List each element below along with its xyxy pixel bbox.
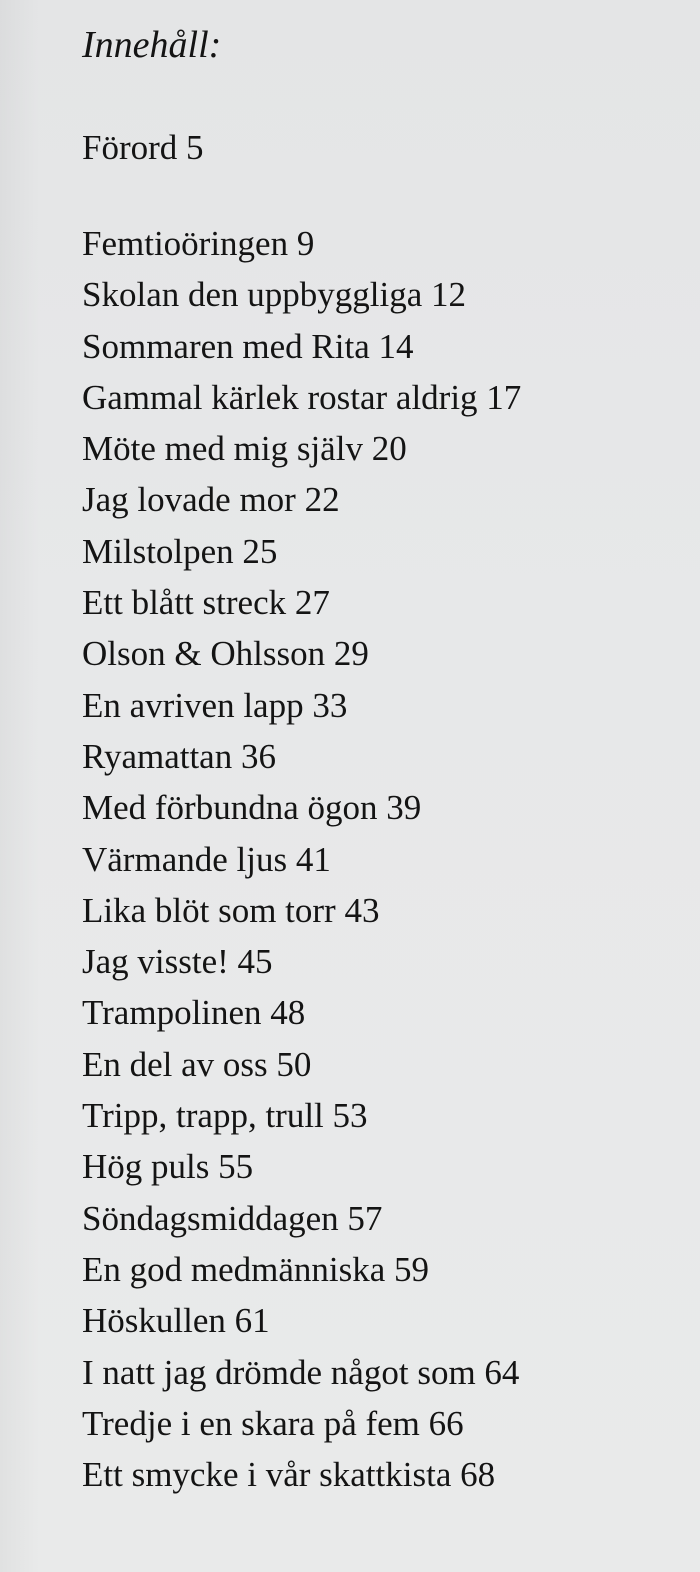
- table-of-contents: [82, 226, 521, 1508]
- toc-entry: En del av oss 50: [82, 1044, 312, 1084]
- toc-entry: I natt jag drömde något som 64: [82, 1352, 520, 1392]
- toc-entry: Ett blått streck 27: [82, 583, 330, 623]
- toc-entry: Jag lovade mor 22: [82, 480, 340, 520]
- toc-entry: Höskullen 61: [82, 1301, 270, 1341]
- toc-entry: Olson & Ohlsson 29: [82, 634, 369, 674]
- toc-entry: Milstolpen 25: [82, 531, 278, 571]
- toc-entry: Tripp, trapp, trull 53: [82, 1096, 368, 1136]
- page-title: Innehåll:: [82, 24, 222, 66]
- toc-entry: Sommaren med Rita 14: [82, 326, 414, 366]
- toc-entry: En god medmänniska 59: [82, 1249, 430, 1289]
- toc-entry: Värmande ljus 41: [82, 839, 331, 879]
- toc-entry: Lika blöt som torr 43: [82, 890, 380, 930]
- toc-entry: Söndagsmiddagen 57: [82, 1198, 383, 1238]
- toc-entry: Tredje i en skara på fem 66: [82, 1403, 464, 1443]
- toc-entry: En avriven lapp 33: [82, 685, 348, 725]
- toc-entry: Skolan den uppbyggliga 12: [82, 275, 466, 315]
- toc-entry: Jag visste! 45: [82, 942, 273, 982]
- toc-entry: Gammal kärlek rostar aldrig 17: [82, 377, 522, 417]
- toc-entry: Med förbundna ögon 39: [82, 788, 422, 828]
- toc-entry: Ett smycke i vår skattkista 68: [82, 1455, 496, 1495]
- toc-entry: Trampolinen 48: [82, 993, 306, 1033]
- toc-entry: Ryamattan 36: [82, 736, 276, 776]
- toc-preface-entry: Förord 5: [82, 128, 204, 167]
- toc-entry: Möte med mig själv 20: [82, 429, 407, 469]
- toc-entry: Hög puls 55: [82, 1147, 254, 1187]
- toc-entry: Femtioöringen 9: [82, 224, 315, 263]
